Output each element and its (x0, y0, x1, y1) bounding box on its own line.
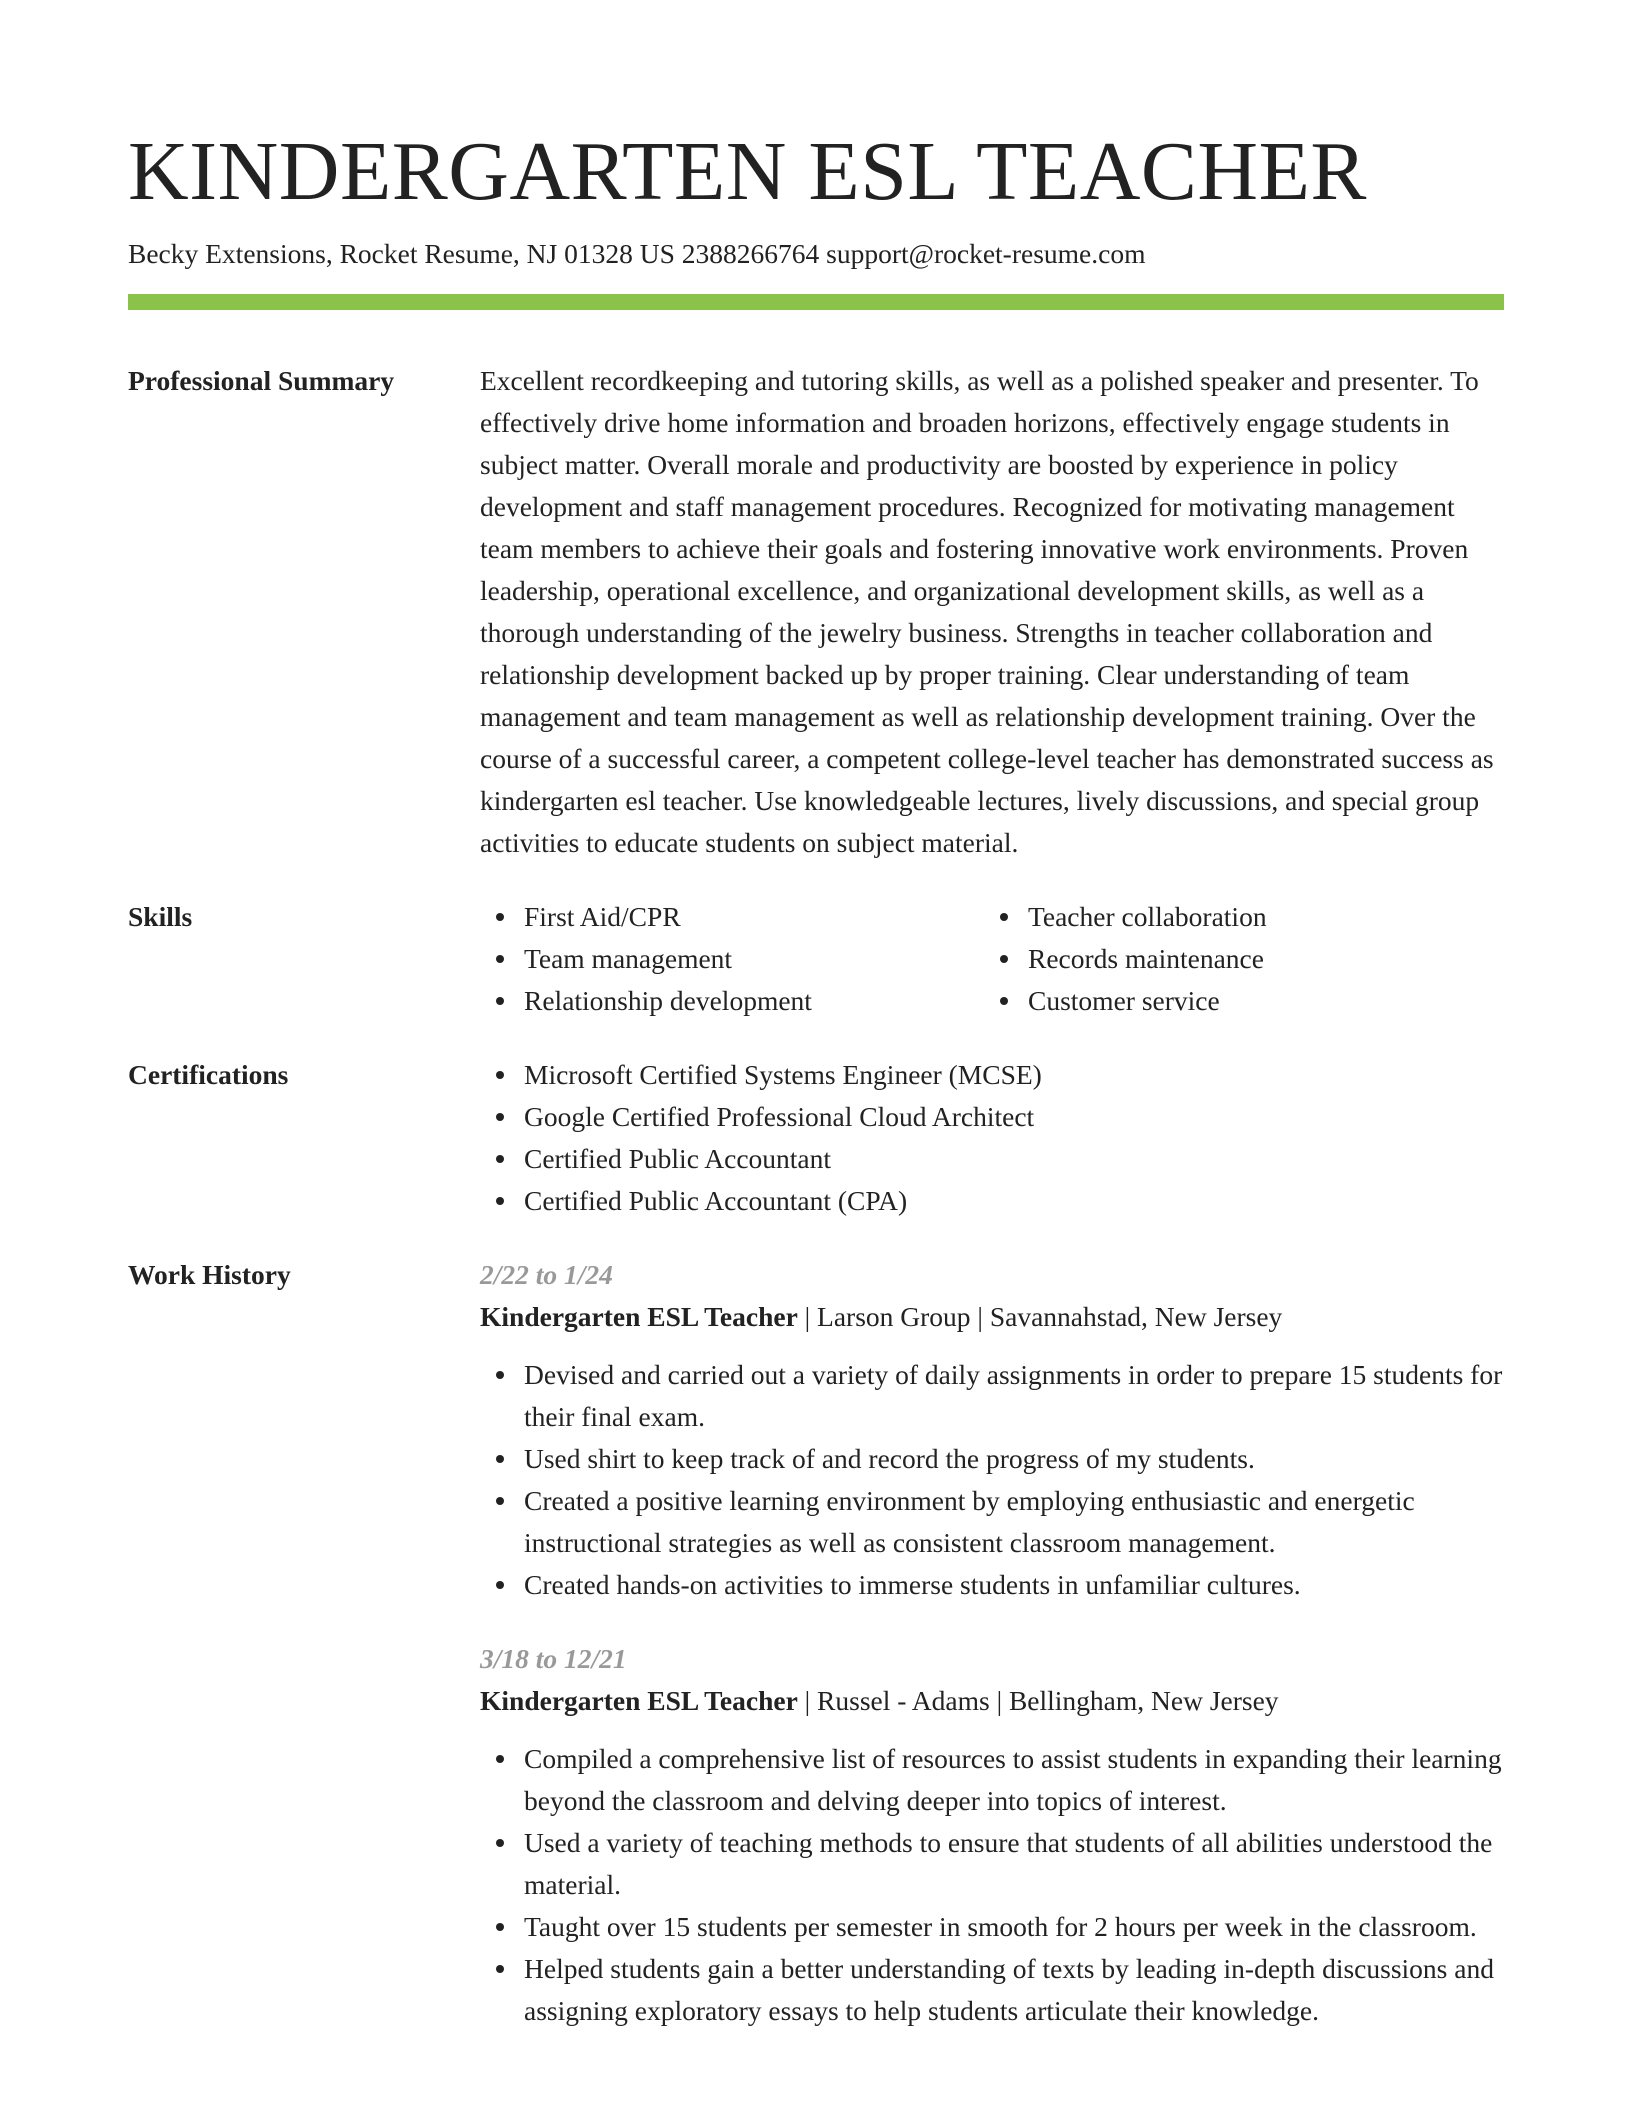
skill-item: Team management (480, 938, 984, 980)
job-bullet: Created a positive learning environment by employing enthusiastic and energetic instructional strategies as well as consistent classroom management. (480, 1480, 1504, 1564)
job-bullet: Taught over 15 students per semester in smooth for 2 hours per week in the classroom. (480, 1906, 1504, 1948)
job-dates: 2/22 to 1/24 (480, 1259, 613, 1290)
summary-section (128, 360, 1504, 864)
skill-item: Records maintenance (984, 938, 1488, 980)
certification-item: Google Certified Professional Cloud Architect (480, 1096, 1504, 1138)
certifications-section (128, 1054, 1504, 1222)
skill-item: Teacher collaboration (984, 896, 1488, 938)
summary-text: Excellent recordkeeping and tutoring skills, as well as a polished speaker and presenter. To effectively drive home information and broaden horizons, effectively engage students in subject matter. Overall morale and productivity are boosted by experience in policy development and staff management procedures. Recognized for motivating management team members to achieve their goals and fostering innovative work environments. Proven leadership, operational excellence, and organizational development skills, as well as a thorough understanding of the jewelry business. Strengths in teacher collaboration and relationship development backed up by proper training. Clear understanding of team management and team management as well as relationship development training. Over the course of a successful career, a competent college-level teacher has demonstrated success as kindergarten esl teacher. Use knowledgeable lectures, lively discussions, and special group activities to educate students on subject material. (480, 365, 1494, 858)
job-title: Kindergarten ESL Teacher (480, 1685, 798, 1716)
job-details: | Larson Group | Savannahstad, New Jersey (797, 1301, 1283, 1332)
work-history-section (128, 1254, 1504, 2032)
summary-heading: Professional Summary (128, 365, 395, 396)
job-bullet: Created hands-on activities to immerse students in unfamiliar cultures. (480, 1564, 1504, 1606)
skills-grid (480, 896, 1504, 1022)
skills-list-left (480, 896, 984, 1022)
skills-section (128, 896, 1504, 1022)
job-bullet-list (480, 1738, 1504, 2032)
resume-title: KINDERGARTEN ESL TEACHER (128, 125, 1367, 218)
certification-item: Certified Public Accountant (480, 1138, 1504, 1180)
certifications-list (480, 1054, 1504, 1222)
certification-item: Microsoft Certified Systems Engineer (MCSE) (480, 1054, 1504, 1096)
certifications-heading: Certifications (128, 1059, 289, 1090)
job-dates: 3/18 to 12/21 (480, 1643, 627, 1674)
job-entry (480, 1254, 1504, 1606)
skills-list-right (984, 896, 1488, 1022)
job-title-line (480, 1296, 1504, 1338)
accent-divider (128, 294, 1504, 310)
job-bullet: Compiled a comprehensive list of resources to assist students in expanding their learning beyond the classroom and delving deeper into topics of interest. (480, 1738, 1504, 1822)
job-bullet: Helped students gain a better understanding of texts by leading in-depth discussions and assigning exploratory essays to help students articulate their knowledge. (480, 1948, 1504, 2032)
resume-page (128, 0, 1504, 2032)
skill-item: Relationship development (480, 980, 984, 1022)
job-bullet: Used shirt to keep track of and record the progress of my students. (480, 1438, 1504, 1480)
work-history-heading: Work History (128, 1259, 291, 1290)
job-bullet-list (480, 1354, 1504, 1606)
skill-item: Customer service (984, 980, 1488, 1022)
skill-item: First Aid/CPR (480, 896, 984, 938)
job-title: Kindergarten ESL Teacher (480, 1301, 798, 1332)
job-bullet: Used a variety of teaching methods to ensure that students of all abilities understood the material. (480, 1822, 1504, 1906)
job-entry (480, 1638, 1504, 2032)
job-details: | Russel - Adams | Bellingham, New Jersey (797, 1685, 1279, 1716)
skills-heading: Skills (128, 901, 193, 932)
certification-item: Certified Public Accountant (CPA) (480, 1180, 1504, 1222)
contact-line: Becky Extensions, Rocket Resume, NJ 01328 US 2388266764 support@rocket-resume.com (128, 238, 1146, 269)
job-title-line (480, 1680, 1504, 1722)
job-bullet: Devised and carried out a variety of daily assignments in order to prepare 15 students for their final exam. (480, 1354, 1504, 1438)
